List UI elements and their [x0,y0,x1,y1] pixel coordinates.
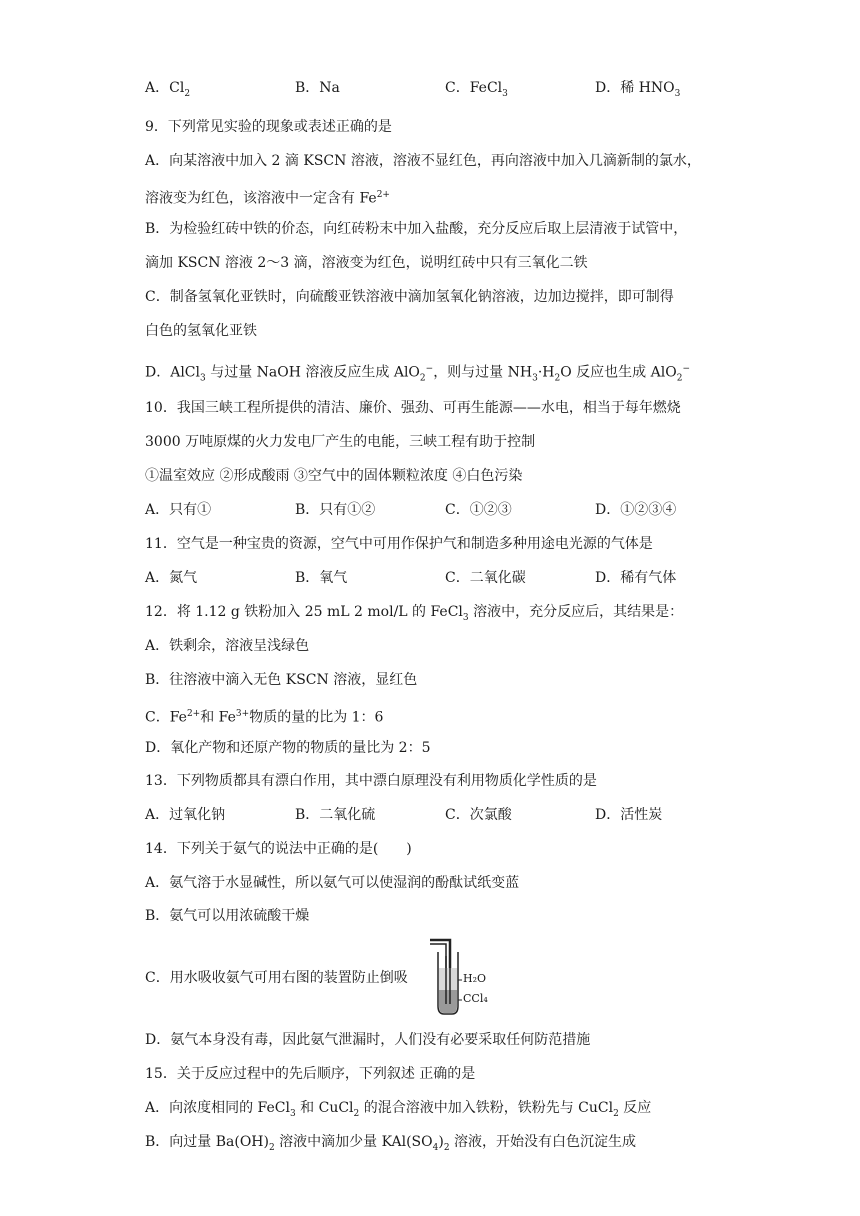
q11-option-d: D．稀有气体 [595,570,677,586]
q9-stem: 9．下列常见实验的现象或表述正确的是 [145,119,392,135]
q15-stem: 15．关于反应过程中的先后顺序，下列叙述 正确的是 [145,1066,476,1082]
q14-option-c: C．用水吸收氨气可用右图的装置防止倒吸 [145,970,408,986]
q13-option-c: C．次氯酸 [445,807,512,823]
q9-option-a-line1: A．向某溶液中加入 2 滴 KSCN 溶液，溶液不显红色，再向溶液中加入几滴新制的氯水， [145,153,701,169]
q9-option-a-line2: 溶液变为红色，该溶液中一定含有 $Fe^{2+}$ [145,190,390,207]
absorption-apparatus-figure [424,938,488,1016]
q15-option-a: A．向浓度相同的 FeCl$_3$ 和 CuCl$_2$ 的混合溶液中加入铁粉，铁粉先与 CuCl$_2$ 反应 [145,1100,652,1119]
q8-option-a: A．$Cl_2$ [145,80,191,99]
q14-option-b: B．氨气可以用浓硫酸干燥 [145,908,310,924]
q13-option-a: A．过氧化钠 [145,807,226,823]
q9-option-b-line2: 滴加 KSCN 溶液 2～3 滴，溶液变为红色，说明红砖中只有三氧化二铁 [145,255,588,271]
q10-option-d: D．①②③④ [595,502,677,518]
q10-option-b: B．只有①② [295,502,376,518]
q13-stem: 13．下列物质都具有漂白作用，其中漂白原理没有利用物质化学性质的是 [145,773,597,789]
q14-stem: 14．下列关于氨气的说法中正确的是( ) [145,841,412,857]
q10-option-a: A．只有① [145,502,212,518]
q11-option-a: A．氮气 [145,570,198,586]
q8-option-c: C．FeCl$_3$ [445,80,508,99]
q10-stem-line1: 10．我国三峡工程所提供的清洁、廉价、强劲、可再生能源——水电，相当于每年燃烧 [145,400,681,416]
q11-option-c: C．二氧化碳 [445,570,526,586]
ccl4-label: CCl₄ [463,992,488,1005]
q9-option-c-line2: 白色的氢氧化亚铁 [145,323,257,339]
h2o-label: H₂O [463,972,487,985]
q12-stem: 12．将 1.12 g 铁粉加入 25 mL 2 mol/L 的 FeCl$_3$ 溶液中，充分反应后，其结果是： [145,604,684,623]
q14-option-a: A．氨气溶于水显碱性，所以氨气可以使湿润的酚酞试纸变蓝 [145,875,520,891]
q9-option-d: D．AlCl$_3$ 与过量 NaOH 溶液反应生成 AlO$_2$−，则与过量 $NH_3\cdot H_2O$ 反应也生成 AlO$_2$− [145,364,690,384]
q12-option-b: B．往溶液中滴入无色 KSCN 溶液，显红色 [145,672,418,688]
q13-option-b: B．二氧化硫 [295,807,376,823]
q11-stem: 11．空气是一种宝贵的资源，空气中可用作保护气和制造多种用途电光源的气体是 [145,536,653,552]
q9-option-c-line1: C．制备氢氧化亚铁时，向硫酸亚铁溶液中滴加氢氧化钠溶液，边加边搅拌，即可制得 [145,289,674,305]
q14-option-d: D．氨气本身没有毒，因此氨气泄漏时，人们没有必要采取任何防范措施 [145,1032,591,1048]
q12-option-c: C．$Fe^{2+}$和 $Fe^{3+}$物质的量的比为 1：6 [145,709,384,726]
q10-option-c: C．①②③ [445,502,512,518]
q9-option-b-line1: B．为检验红砖中铁的价态，向红砖粉末中加入盐酸，充分反应后取上层清液于试管中， [145,221,688,237]
q10-stem-line2: 3000 万吨原煤的火力发电厂产生的电能，三峡工程有助于控制 [145,434,536,450]
q13-option-d: D．活性炭 [595,807,663,823]
q12-option-a: A．铁剩余，溶液呈浅绿色 [145,638,310,654]
q11-option-b: B．氧气 [295,570,348,586]
q12-option-d: D．氧化产物和还原产物的物质的量比为 2：5 [145,740,431,756]
q8-option-d: D．稀 $HNO_3$ [595,80,681,99]
q8-option-b: B．Na [295,80,340,96]
q10-items: ①温室效应 ②形成酸雨 ③空气中的固体颗粒浓度 ④白色污染 [145,468,523,484]
q15-option-b: B．向过量 $Ba(OH)_2$ 溶液中滴加少量 $KAl(SO_4)_2$ 溶液，开始没有白色沉淀生成 [145,1134,637,1153]
